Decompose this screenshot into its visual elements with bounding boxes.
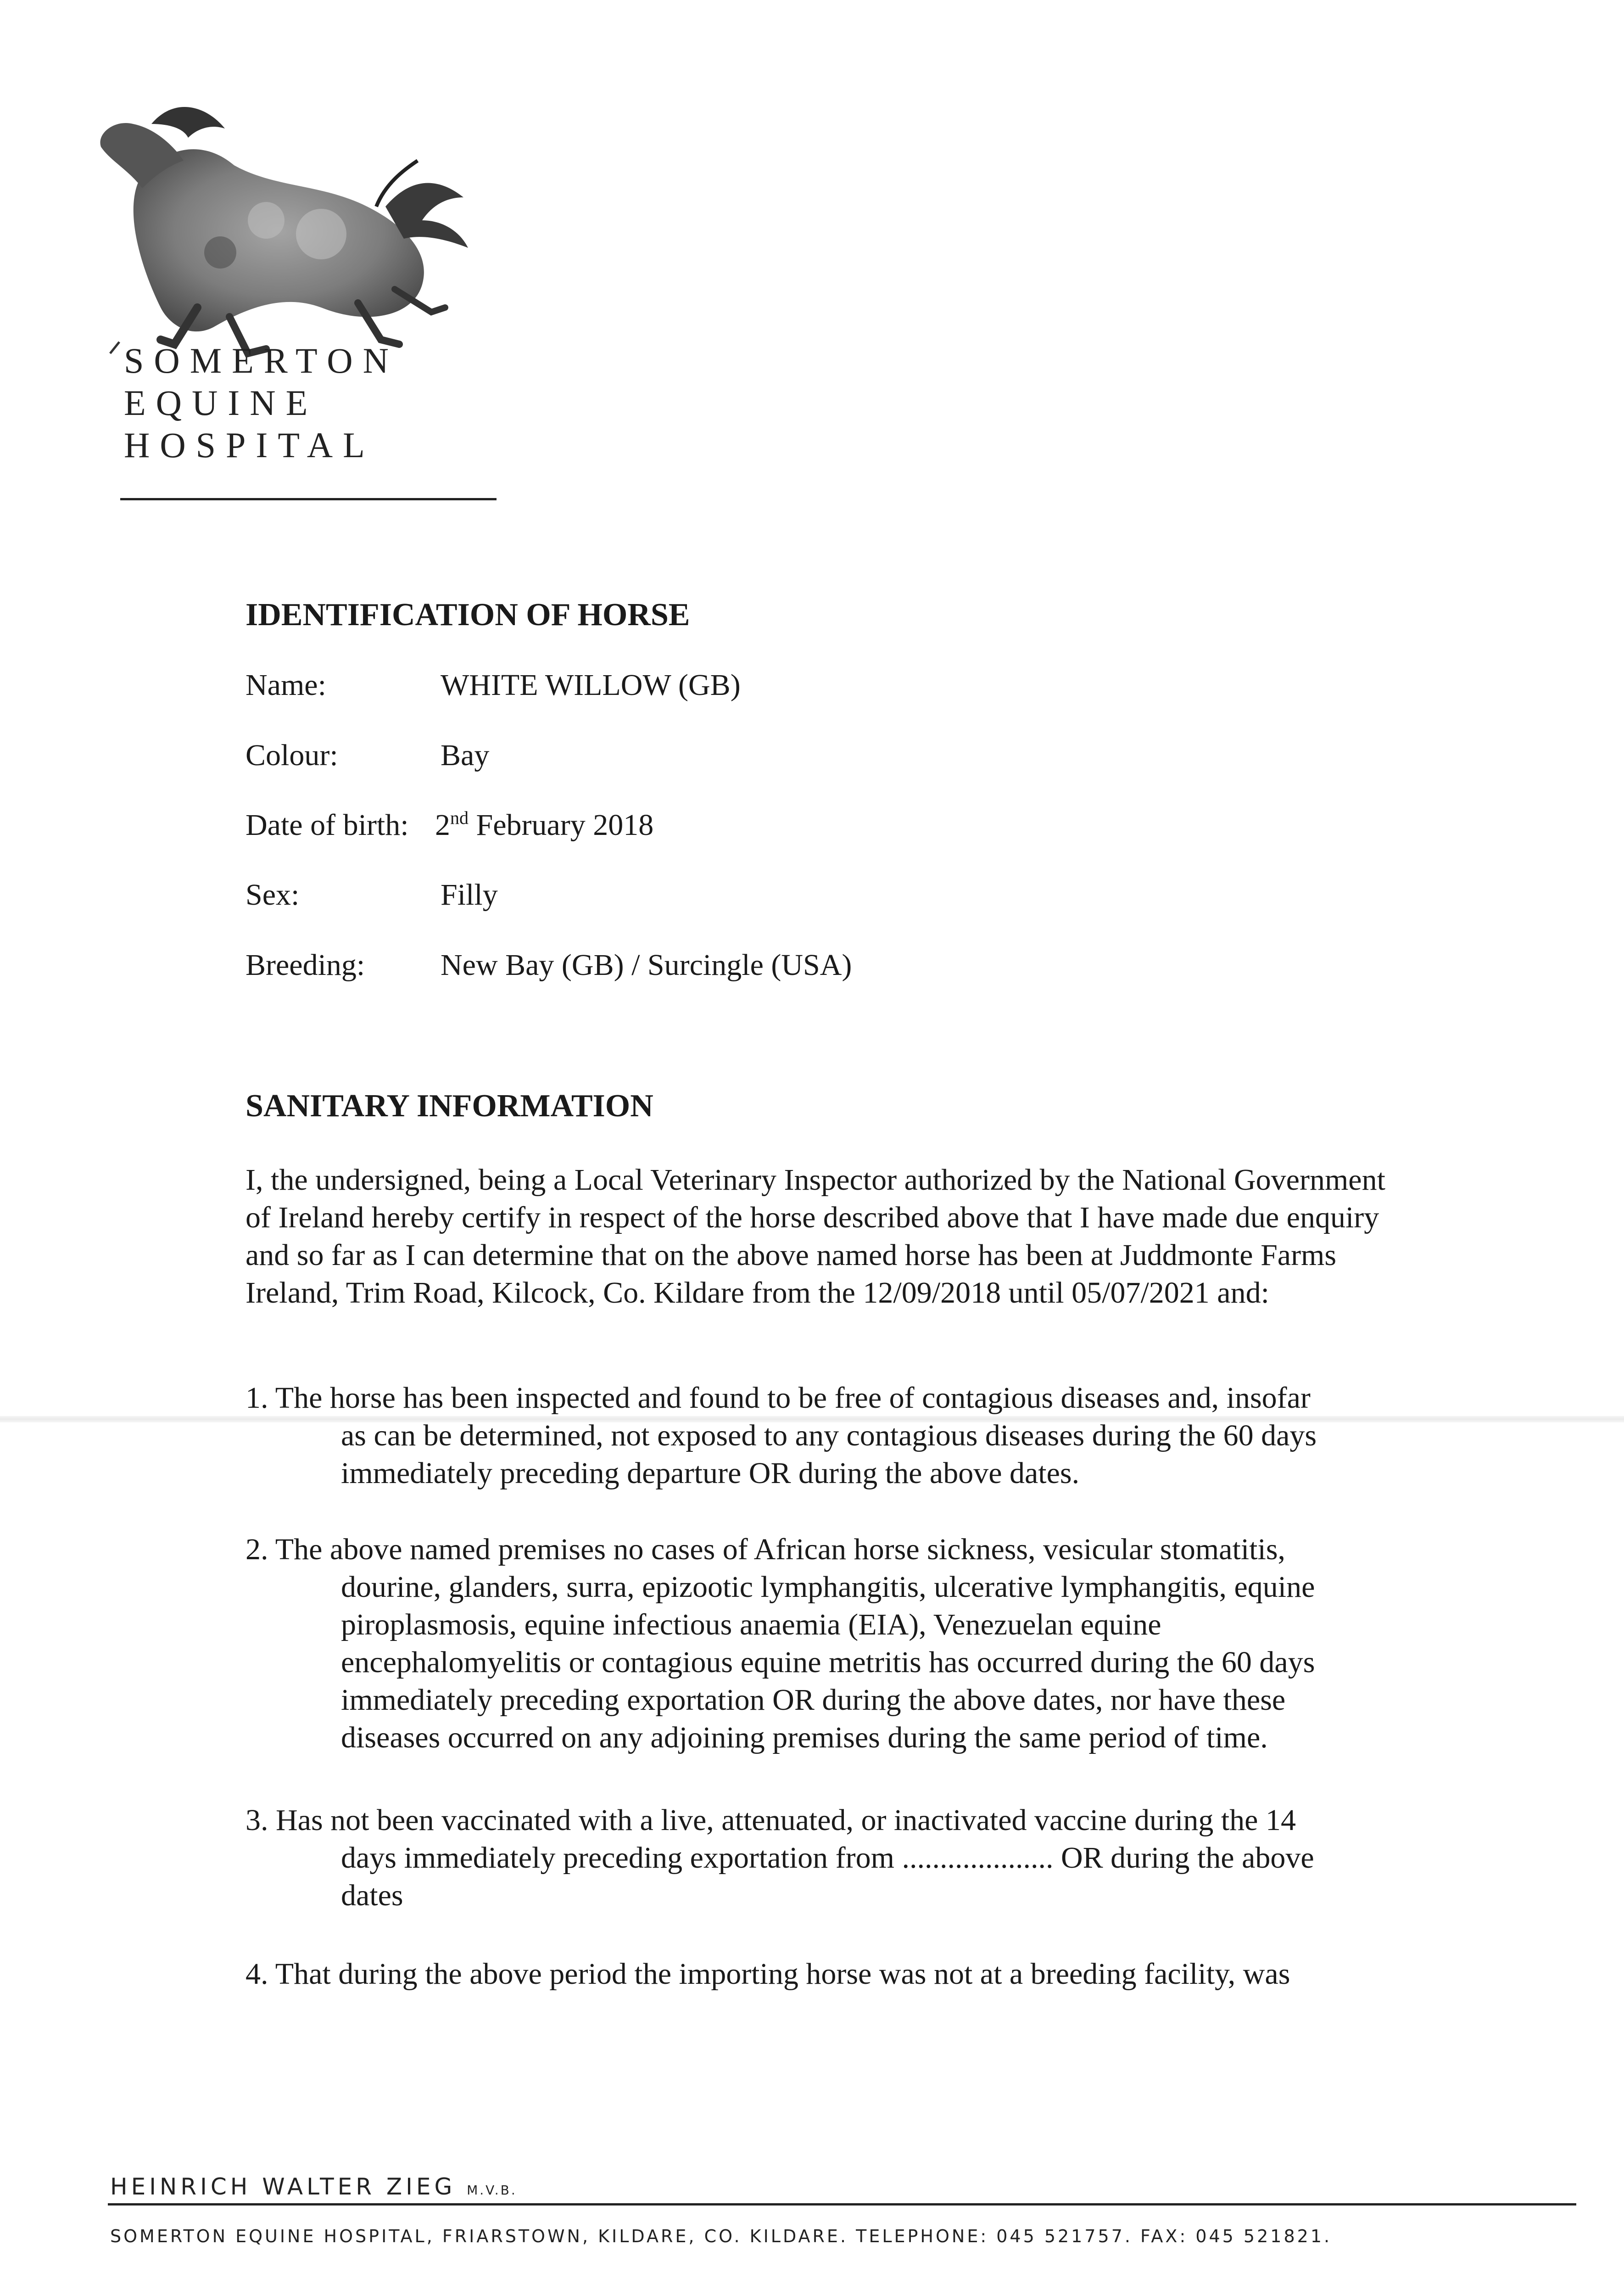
footer-address: SOMERTON EQUINE HOSPITAL, FRIARSTOWN, KILDARE, CO. KILDARE. TELEPHONE: 045 521757. FAX: 045 521821. [110,2226,1332,2246]
signatory-name [110,2173,517,2200]
item-first-line: 1. The horse has been inspected and found to be free of contagious diseases and, insofar [246,1381,1311,1415]
logo-line: EQUINE [124,383,318,423]
item-first-line: 2. The above named premises no cases of African horse sickness, vesicular stomatitis, [246,1533,1286,1566]
item-line: days immediately preceding exportation from .................... OR during the above [341,1841,1314,1875]
dob-ordinal: nd [450,807,469,828]
condition-item-3 [246,1802,1402,1914]
dob-label: Date of birth: [246,808,409,842]
item-first-line: 3. Has not been vaccinated with a live, attenuated, or inactivated vaccine during the 14 [246,1803,1296,1837]
item-line: immediately preceding departure OR during the above dates. [341,1456,1080,1490]
condition-item-4 [246,1955,1402,1993]
hospital-logo-text [124,340,399,466]
item-line: dates [341,1879,403,1912]
dob-value [435,808,653,843]
sex-value: Filly [441,878,498,912]
item-line: as can be determined, not exposed to any contagious diseases during the 60 days [341,1419,1317,1452]
logo-divider [120,498,497,500]
item-line: immediately preceding exportation OR during the above dates, nor have these [341,1683,1286,1717]
certification-paragraph: I, the undersigned, being a Local Veterinary Inspector authorized by the National Government of Ireland hereby certify in respect of the horse described above that I have made due enquiry and so far as I can determine that on the above named horse has been at Juddmonte Farms Ireland, Trim Road, Kilcock, Co. Kildare from the 12/09/2018 until 05/07/2021 and: [246,1163,1385,1310]
signatory-full-name: HEINRICH WALTER ZIEG [110,2173,456,2200]
identification-heading: IDENTIFICATION OF HORSE [246,597,690,633]
item-first-line: 4. That during the above period the importing horse was not at a breeding facility, was [246,1957,1290,1991]
name-label: Name: [246,668,326,702]
logo-line: SOMERTON [124,341,399,381]
colour-value: Bay [441,739,490,772]
logo-line: HOSPITAL [124,425,375,465]
condition-item-2 [246,1531,1402,1757]
name-value: WHITE WILLOW (GB) [441,668,741,702]
sanitary-heading: SANITARY INFORMATION [246,1088,653,1124]
footer-divider [108,2203,1576,2205]
condition-item-1 [246,1379,1402,1492]
colour-label: Colour: [246,739,338,772]
breeding-value: New Bay (GB) / Surcingle (USA) [441,948,852,982]
item-line: diseases occurred on any adjoining premises during the same period of time. [341,1721,1268,1754]
signatory-qualification: M.V.B. [467,2183,517,2198]
item-line: piroplasmosis, equine infectious anaemia (EIA), Venezuelan equine [341,1608,1161,1641]
dob-month-year: February 2018 [469,808,654,842]
sex-label: Sex: [246,878,300,912]
dob-day: 2 [435,808,450,842]
breeding-label: Breeding: [246,948,365,982]
horse-logo-icon [83,69,496,363]
item-line: encephalomyelitis or contagious equine metritis has occurred during the 60 days [341,1646,1315,1679]
item-line: dourine, glanders, surra, epizootic lymphangitis, ulcerative lymphangitis, equine [341,1570,1315,1604]
